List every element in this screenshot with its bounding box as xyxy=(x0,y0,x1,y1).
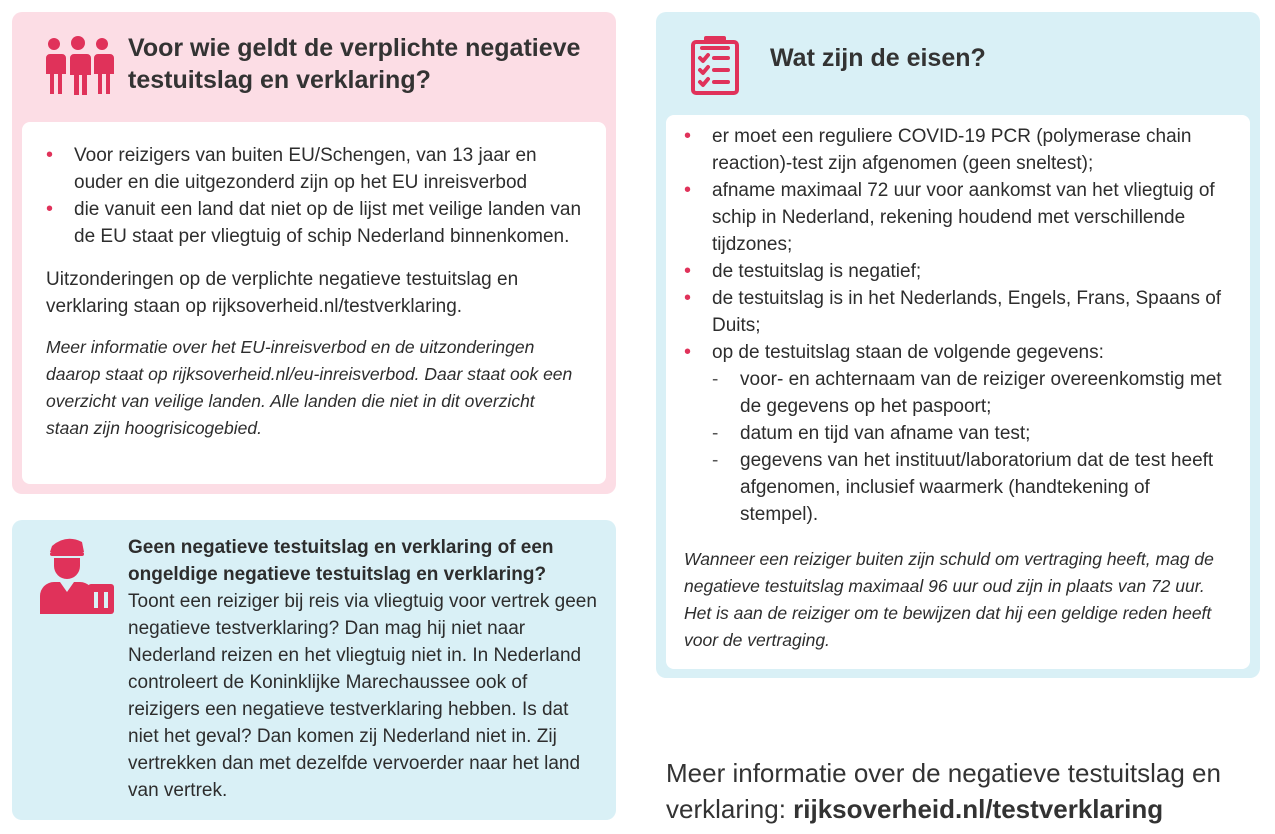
sub-list-item: - gegevens van het instituut/laboratorium dat de test heeft afgenomen, inclusief waarmerk (handtekening of stempel). xyxy=(712,447,1230,528)
no-negative-test-title: Geen negatieve testuitslag en verklaring of een ongeldige negatieve testuitslag en verklaring? xyxy=(128,537,554,585)
no-negative-test-text xyxy=(128,534,598,804)
footer-more-info xyxy=(666,755,1266,827)
sub-list-item: - voor- en achternaam van de reiziger overeenkomstig met de gegevens op het paspoort; xyxy=(712,366,1230,420)
list-item: • Voor reizigers van buiten EU/Schengen, van 13 jaar en ouder en die uitgezonderd zijn op het EU inreisverbod xyxy=(46,142,582,196)
list-item: • de testuitslag is negatief; xyxy=(684,258,1230,285)
list-item: • er moet een reguliere COVID-19 PCR (polymerase chain reaction)-test zijn afgenomen (geen sneltest); xyxy=(684,123,1230,177)
sub-list xyxy=(712,366,1230,528)
requirements-title: Wat zijn de eisen? xyxy=(770,44,986,72)
more-info-text: Meer informatie over het EU-inreisverbod en de uitzonderingen daarop staat op rijksoverheid.nl/eu-inreisverbod. Daar staat ook een overzicht van veilige landen. Alle landen die niet in dit overzicht staan zijn hoogrisicogebied. xyxy=(46,337,573,438)
sub-list-item: - datum en tijd van afname van test; xyxy=(712,420,1230,447)
who-panel xyxy=(12,12,616,494)
delay-note: Wanneer een reiziger buiten zijn schuld om vertraging heeft, mag de negatieve testuitslag maximaal 96 uur oud zijn in plaats van 72 uur. Het is aan de reiziger om te bewijzen dat hij een geldige reden heeft voor de vertraging. xyxy=(684,549,1214,650)
officer-icon xyxy=(36,534,118,616)
requirements-panel xyxy=(656,12,1260,678)
no-negative-test-body: Toont een reiziger bij reis via vliegtuig voor vertrek geen negatieve testverklaring? Dan mag hij niet naar Nederland reizen en het vliegtuig niet in. In Nederland controleert de Koninklijke Marechaussee ook of reizigers een negatieve testverklaring hebben. Is dat niet het geval? Dan komen zij Nederland niet in. Zij vertrekken dan met dezelfde vervoerder naar het land van vertrek. xyxy=(128,591,597,801)
who-bullets xyxy=(46,142,582,250)
requirements-content xyxy=(666,115,1250,669)
people-icon xyxy=(42,36,114,96)
list-item: • die vanuit een land dat niet op de lijst met veilige landen van de EU staat per vliegtuig of schip Nederland binnenkomen. xyxy=(46,196,582,250)
exceptions-text: Uitzonderingen op de verplichte negatieve testuitslag en verklaring staan op rijksoverheid.nl/testverklaring. xyxy=(46,269,519,317)
list-item xyxy=(684,339,1230,528)
requirements-list xyxy=(684,123,1230,528)
clipboard-checklist-icon xyxy=(690,34,740,96)
who-content xyxy=(22,122,606,484)
no-negative-test-panel xyxy=(12,520,616,820)
list-item: • afname maximaal 72 uur voor aankomst van het vliegtuig of schip in Nederland, rekening houdend met verschillende tijdzones; xyxy=(684,177,1230,258)
who-title: Voor wie geldt de verplichte negatieve testuitslag en verklaring? xyxy=(128,34,581,94)
footer-text: Meer informatie over de negatieve testuitslag en verklaring: xyxy=(666,758,1221,824)
footer-link[interactable]: rijksoverheid.nl/testverklaring xyxy=(793,794,1164,824)
list-item-label: op de testuitslag staan de volgende gegevens: xyxy=(712,342,1104,363)
list-item: • de testuitslag is in het Nederlands, Engels, Frans, Spaans of Duits; xyxy=(684,285,1230,339)
